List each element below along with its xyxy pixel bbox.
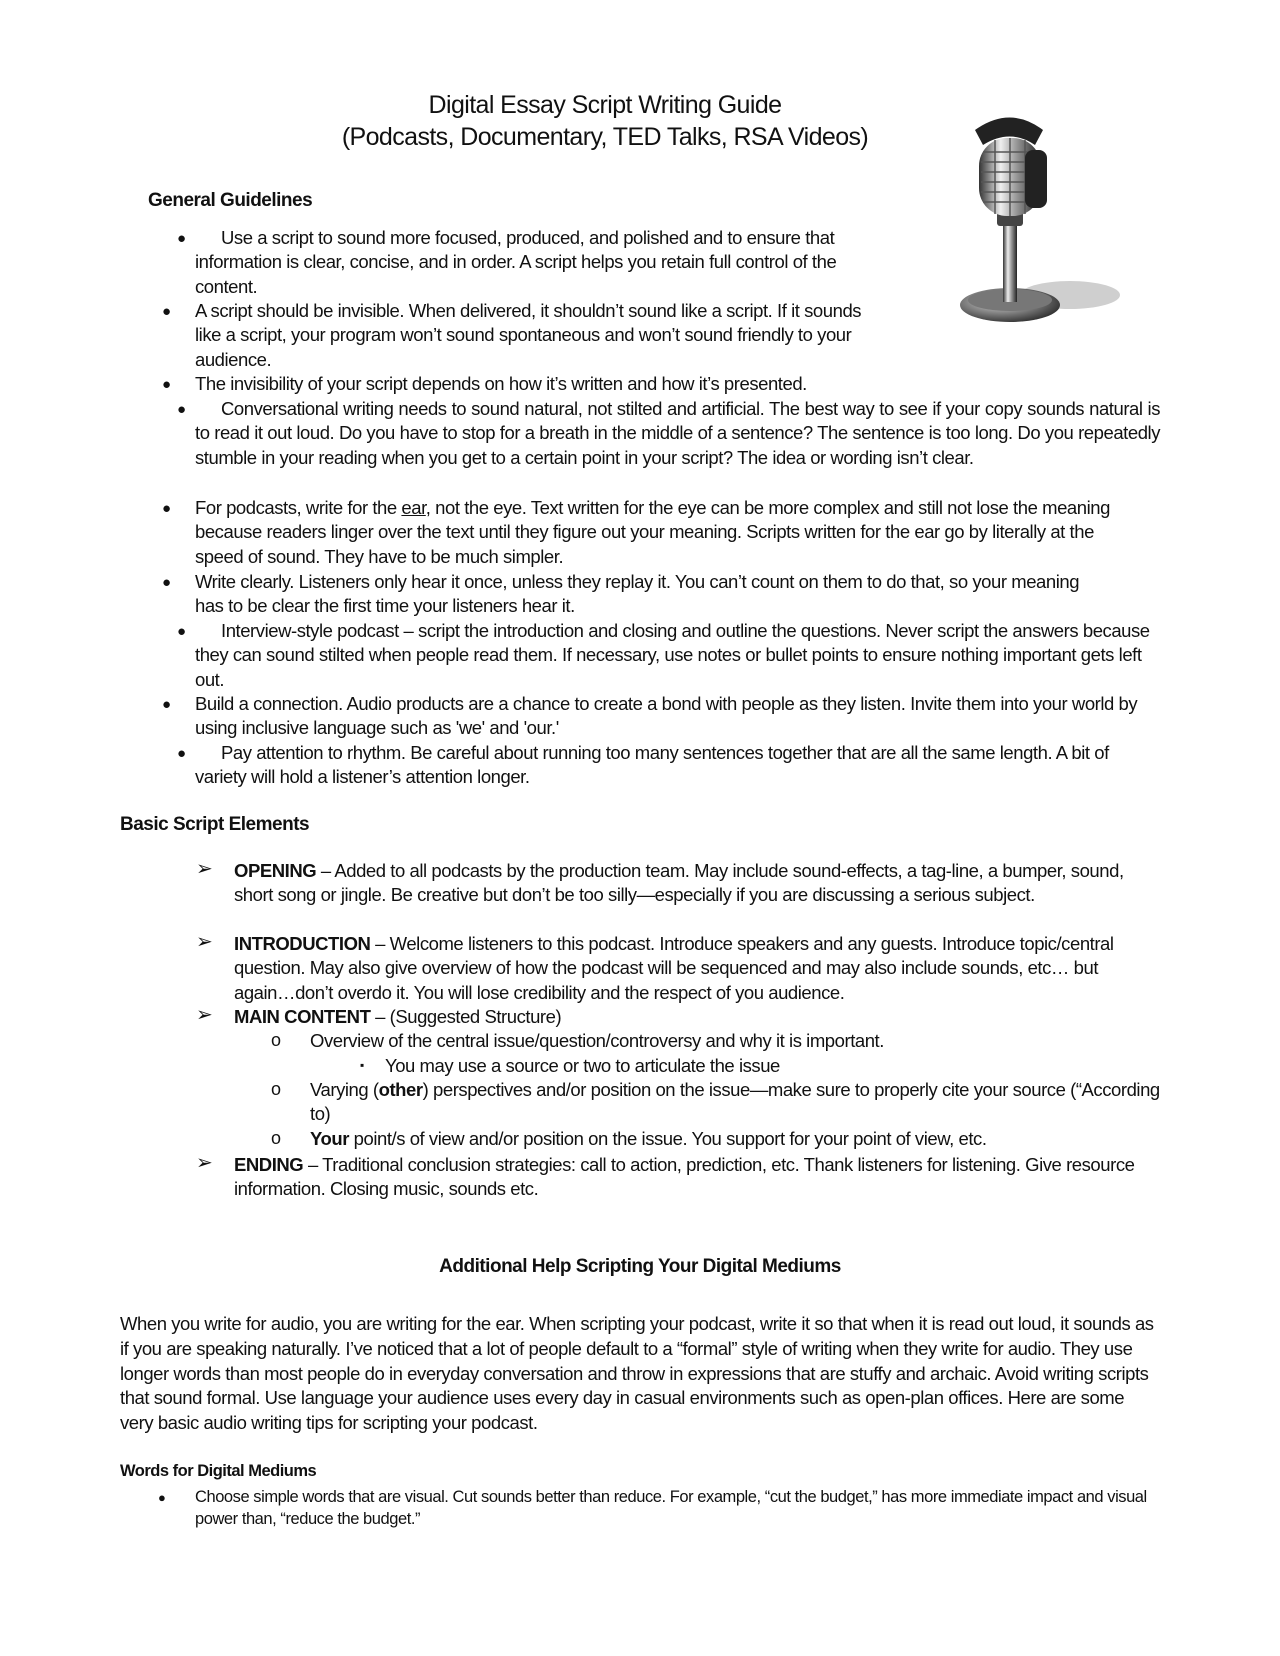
guideline-item: ● Build a connection. Audio products are a chance to create a bond with people as they listen. Invite them into your world by using inclusive language such as 'we' and 'our.' [162, 693, 1138, 739]
bullet-icon: ● [177, 230, 186, 247]
microphone-icon [955, 110, 1125, 335]
guideline-item: ● Write clearly. Listeners only hear it once, unless they replay it. You can’t count on them to do that, so your meaning has to be clear the first time your listeners hear it. [162, 571, 1080, 617]
guideline-item: ● Use a script to sound more focused, produced, and polished and to ensure that information is clear, concise, and in order. A script helps you retain full control of the content. [177, 227, 837, 297]
additional-help-heading: Additional Help Scripting Your Digital Mediums [439, 1256, 841, 1277]
additional-paragraph: When you write for audio, you are writing for the ear. When scripting your podcast, write it so that when it is read out loud, it sounds as if you are speaking naturally. I’ve noticed that a lot of people default to a “formal” style of writing when they write for audio. They use longer words than most people do in everyday conversation and throw in expressions that are stuffy and archaic. Avoid writing scripts that sound formal. Use language your audience uses every day in casual environments such as open-plan offices. Here are some very basic audio writing tips for scripting your podcast. [120, 1313, 1154, 1434]
bullet-icon: ● [162, 500, 171, 517]
bullet-icon: ● [177, 623, 186, 640]
document-page: Digital Essay Script Writing Guide (Podcasts, Documentary, TED Talks, RSA Videos) General Guidelines ● Use a script to sound more focused, produced, and polished and to ensure that information is clear, concise, and in order. A script helps you retain full control of the content. ● A script should be invisible. When delivered, it shouldn’t sound like a script. If it sounds like a script, your program won’t sound spontaneous and won’t sound friendly to your audience. ● The invisibility of your script depends on how it’s written and how it’s presented. ● Conversational writing needs to sound natural, not stilted and artificial. The best way to see if your copy sounds natural is to read it out loud. Do you have to stop for a breath in the middle of a sentence? The sentence is too long. Do you repeatedly stumble in your reading when you get to a certain point in your script? The idea or wording isn’t clear. ● For podcasts, write for the ear, not the eye. Text written for the eye can be more complex and still not lose the meaning because readers linger over the text until they figure out your meaning. Scripts written for the ear go by literally at the speed of sound. They have to be much simpler. ● Write clearly. Listeners only hear it once, unless they replay it. You can’t count on them to do that, so your meaning has to be clear the first time your listeners hear it. ● Interview-style podcast – script the introduction and closing and outline the questions. Never script the answers because they can sound stilted when people read them. If necessary, use notes or bullet points to ensure nothing important gets left out. ● Build a connection. Audio products are a chance to create a bond with people as they listen. Invite them into your world by using inclusive language such as 'we' and 'our.' ● Pay attention to rhythm. Be careful about running too many sentences together that are all the same length. A bit of variety will hold a listener’s attention longer. Basic Script Elements ➢ OPENING – Added to all podcasts by the production team. May include sound-effects, a tag-line, a bumper, sound, short song or jingle. Be creative but don’t be too silly—especially if you are discussing a serious subject. ➢ INTRODUCTION – Welcome listeners to this podcast. Introduce speakers and any guests. Introduce topic/central question. May also give overview of how the podcast will be sequenced and may also include sounds, etc… but again…don’t overdo it. You will lose credibility and the respect of you audience. ➢ MAIN CONTENT – (Suggested Structure) o Overview of the central issue/question/controversy and why it is important. ▪ You may use a source or two to articulate the issue o Varying (other) perspectives and/or position on the issue—make sure to properly cite your source (“According to) o Your point/s of view and/or position on the issue. You support for your point of view, etc. ➢ ENDING – Traditional conclusion strategies: call to action, prediction, etc. Thank listeners for listening. Give resource information. Closing music, sounds etc. Additional Help Scripting Your Digital Mediums When you write for audio, you are writing for the ear. When scripting your podcast, write it so that when it is read out loud, it sounds as if you are speaking naturally. I’ve noticed that a lot of people default to a “formal” style of writing when they write for audio. They use longer words than most people do in everyday conversation and throw in expressions that are stuffy and archaic. Avoid writing scripts that sound formal. Use language your audience uses every day in casual environments such as open-plan offices. Here are some very basic audio writing tips for scripting your podcast. Words for Digital Mediums ● Choose simple words that are visual. Cut sounds better than reduce. For example, “cut the budget,” has more immediate impact and visual power than, “reduce the budget.” [0, 0, 1280, 1656]
words-heading: Words for Digital Mediums [120, 1462, 317, 1480]
main-sub-item: Varying (other) perspectives and/or position on the issue—make sure to properly cite your source (“According to) [310, 1079, 1160, 1125]
document-subtitle: (Podcasts, Documentary, TED Talks, RSA Videos) [341, 123, 869, 151]
arrow-bullet-icon: ➢ [196, 1152, 213, 1174]
arrow-bullet-icon: ➢ [196, 931, 213, 953]
bullet-icon: ● [162, 303, 171, 320]
circle-bullet-icon: o [271, 1128, 282, 1148]
guideline-item: ● The invisibility of your script depends on how it’s written and how it’s presented. [195, 372, 1095, 396]
main-sub-item: Overview of the central issue/question/controversy and why it is important. [310, 1030, 884, 1051]
guideline-item: ● A script should be invisible. When delivered, it shouldn’t sound like a script. If it sounds like a script, your program won’t sound spontaneous and won’t sound friendly to your audience. [162, 300, 862, 370]
document-title: Digital Essay Script Writing Guide [428, 91, 782, 119]
bullet-icon: ● [162, 376, 171, 393]
circle-bullet-icon: o [271, 1079, 282, 1099]
main-sub-sub-item: You may use a source or two to articulate the issue [385, 1055, 780, 1076]
guideline-item: ● For podcasts, write for the ear, not the eye. Text written for the eye can be more complex and still not lose the meaning because readers linger over the text until they figure out your meaning. Scripts written for the ear go by literally at the speed of sound. They have to be much simpler. [162, 497, 1110, 567]
guideline-item: ● Pay attention to rhythm. Be careful about running too many sentences together that are all the same length. A bit of variety will hold a listener’s attention longer. [177, 742, 1109, 788]
arrow-bullet-icon: ➢ [196, 1004, 213, 1026]
guideline-item: ● Interview-style podcast – script the introduction and closing and outline the questions. Never script the answers because they can sound stilted when people read them. If necessary, use notes or bullet points to ensure nothing important gets left out. [177, 620, 1150, 690]
general-guidelines-heading: General Guidelines [148, 190, 313, 211]
basic-elements-heading: Basic Script Elements [120, 814, 310, 835]
bullet-icon: ● [162, 696, 171, 713]
bullet-icon: ● [177, 401, 186, 418]
bullet-icon: ● [158, 1490, 166, 1505]
square-bullet-icon: ▪ [360, 1058, 365, 1072]
main-sub-item: Your point/s of view and/or position on the issue. You support for your point of view, etc. [310, 1128, 987, 1149]
bullet-icon: ● [162, 574, 171, 591]
arrow-bullet-icon: ➢ [196, 858, 213, 880]
guideline-item: ● Conversational writing needs to sound natural, not stilted and artificial. The best way to see if your copy sounds natural is to read it out loud. Do you have to stop for a breath in the middle of a sentence? The sentence is too long. Do you repeatedly stumble in your reading when you get to a certain point in your script? The idea or wording isn’t clear. [177, 398, 1160, 468]
bullet-icon: ● [177, 745, 186, 762]
circle-bullet-icon: o [271, 1030, 282, 1050]
